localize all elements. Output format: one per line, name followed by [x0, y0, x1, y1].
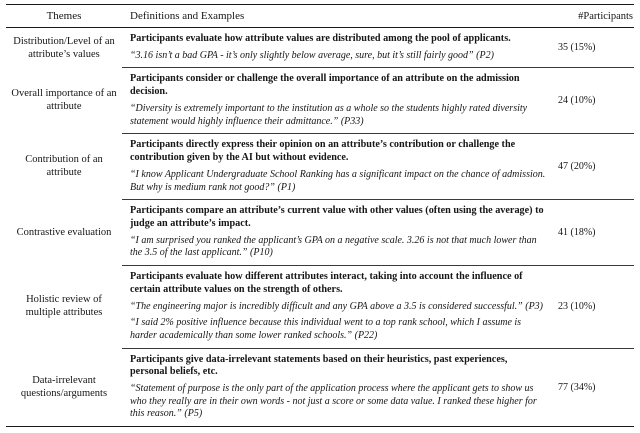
theme-cell: [6, 28, 122, 67]
table-row: [6, 133, 634, 199]
quote-ref: (P1): [277, 181, 296, 193]
table-row: [6, 348, 634, 426]
table-row: [6, 199, 634, 265]
theme-label: Holistic review of multiple attributes: [25, 294, 103, 319]
quote-ref: (P2): [476, 49, 494, 61]
participants-count: 47 (20%): [558, 161, 596, 173]
example-quote: [130, 103, 546, 128]
quote-text: “I know Applicant Undergraduate School Ranking has a significant impact on the chance of admission. But why is medium rank not good?”: [130, 169, 546, 193]
theme-label: Contrastive evaluation: [16, 226, 112, 238]
table-header-row: [6, 5, 634, 28]
participants-count: 24 (10%): [558, 95, 596, 107]
participants-count: 41 (18%): [558, 227, 596, 239]
theme-label: Contribution of an attribute: [25, 154, 103, 179]
theme-label: Distribution/Level of an attribute’s values: [13, 35, 115, 60]
header-themes: Themes: [46, 10, 82, 22]
quote-text: “3.16 isn’t a bad GPA - it’s only slightly below average, sure, but it’s still fairly good”: [130, 49, 474, 61]
definition-cell: [122, 348, 556, 426]
definition-text: Participants consider or challenge the overall importance of an attribute on the admission decision.: [130, 73, 520, 98]
definition-cell: [122, 133, 556, 199]
example-quote: [130, 169, 546, 194]
participants-cell: [556, 265, 634, 347]
quote-ref: (P22): [354, 329, 378, 341]
table-row: [6, 67, 634, 133]
example-quote: [130, 301, 546, 314]
definition-text: Participants evaluate how attribute values are distributed among the pool of applicants.: [130, 33, 511, 44]
example-quote: [130, 50, 546, 63]
definition-text: Participants compare an attribute’s current value with other values (often using the average) to judge an attribute’s impact.: [130, 205, 544, 230]
participants-count: 77 (34%): [558, 381, 596, 393]
theme-cell: [6, 348, 122, 426]
quote-text: “Diversity is extremely important to the institution as a whole so the students highly rated diversity statement would highly influence their admittance.”: [130, 103, 528, 127]
quote-text: “Statement of purpose is the only part of the application process where the applicant gets to show us who they really are in their own words - not just a score or some data value. I ranked these higher for this reason.”: [130, 383, 537, 420]
definition-cell: [122, 28, 556, 67]
example-quote: [130, 235, 546, 260]
header-definitions: Definitions and Examples: [130, 10, 245, 22]
participants-cell: [556, 67, 634, 133]
definition-cell: [122, 265, 556, 347]
example-quote: [130, 317, 546, 342]
table-row: [6, 28, 634, 67]
definition-text: Participants give data-irrelevant statements based on their heuristics, past experiences, personal beliefs, etc.: [130, 353, 508, 378]
quote-text: “The engineering major is incredibly difficult and any GPA above a 3.5 is considered successful.”: [130, 300, 523, 312]
theme-cell: [6, 67, 122, 133]
theme-cell: [6, 199, 122, 265]
table-row: [6, 265, 634, 347]
participants-cell: [556, 28, 634, 67]
header-participants: #Participants: [578, 10, 633, 22]
quote-ref: (P10): [250, 247, 273, 259]
theme-cell: [6, 265, 122, 347]
quote-text: “I said 2% positive influence because this individual went to a top rank school, which I assume is harder academically than some lower ranked schools.”: [130, 317, 522, 341]
definition-text: Participants directly express their opinion on an attribute’s contribution or challenge the contribution given by the AI but without evidence.: [130, 139, 516, 164]
definition-cell: [122, 67, 556, 133]
participants-count: 35 (15%): [558, 42, 596, 54]
theme-label: Data-irrelevant questions/arguments: [20, 374, 108, 399]
themes-table: [6, 4, 634, 427]
participants-cell: [556, 199, 634, 265]
quote-ref: (P5): [184, 408, 203, 420]
definition-cell: [122, 199, 556, 265]
quote-ref: (P33): [340, 115, 364, 127]
theme-cell: [6, 133, 122, 199]
quote-ref: (P3): [525, 300, 544, 312]
example-quote: [130, 383, 546, 421]
theme-label: Overall importance of an attribute: [11, 88, 117, 113]
definition-text: Participants evaluate how different attributes interact, taking into account the influence of certain attribute values on the strength of others.: [130, 271, 523, 295]
quote-text: “I am surprised you ranked the applicant’s GPA on a negative scale. 3.26 is not that much lower than the 3.5 of the last applicant.”: [130, 234, 537, 259]
participants-cell: [556, 133, 634, 199]
participants-cell: [556, 348, 634, 426]
participants-count: 23 (10%): [558, 301, 596, 313]
